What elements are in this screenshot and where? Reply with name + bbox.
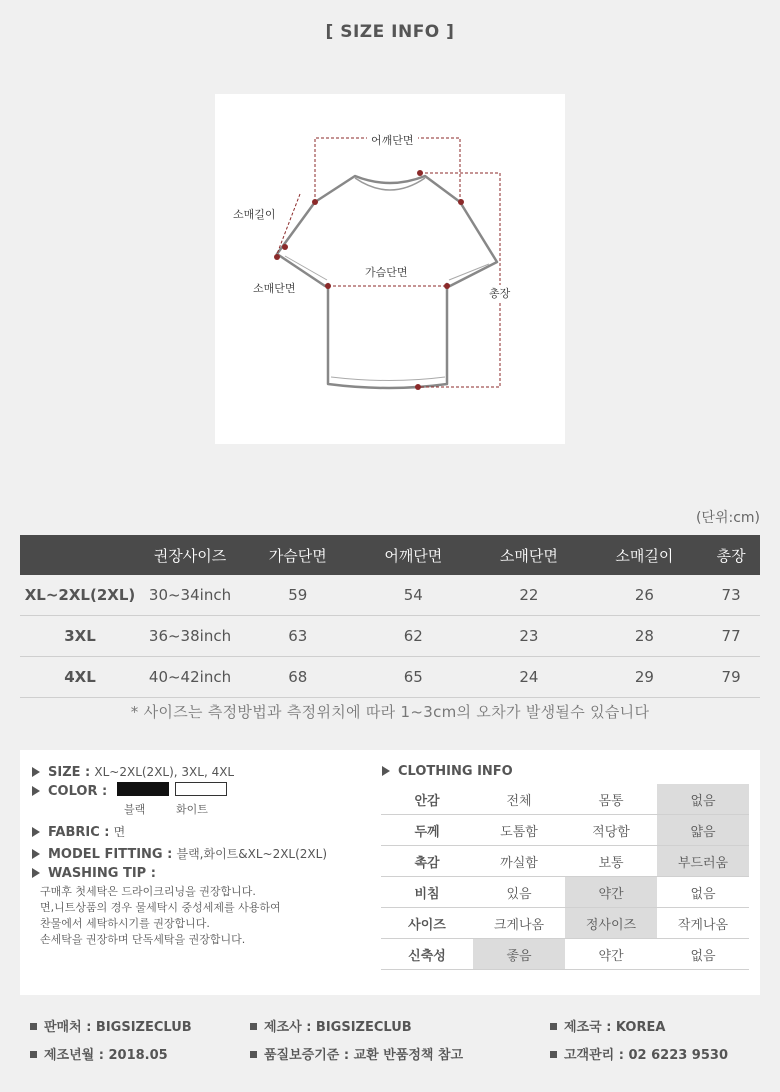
clothing-info-row — [381, 877, 749, 908]
washing-tip-row — [32, 864, 372, 884]
manufacture-date-info: 제조년월 : 2018.05 — [30, 1044, 168, 1063]
table-row — [20, 575, 760, 616]
square-bullet-icon — [30, 1051, 37, 1058]
triangle-bullet-icon — [32, 849, 40, 859]
product-info-panel — [20, 750, 760, 995]
header-cell: 소매단면 — [471, 535, 587, 575]
white-swatch — [175, 782, 227, 796]
clothing-info-option: 얇음 — [657, 815, 749, 846]
size-value: XL~2XL(2XL), 3XL, 4XL — [94, 765, 235, 779]
table-cell: 79 — [702, 657, 760, 698]
clothing-info-option: 적당함 — [565, 815, 657, 846]
washing-tip-line: 면,니트상품의 경우 물세탁시 중성세제를 사용하여 — [40, 901, 281, 914]
header-cell: 권장사이즈 — [140, 535, 240, 575]
clothing-info-option: 보통 — [565, 846, 657, 877]
model-fitting-value: 블랙,화이트&XL~2XL(2XL) — [176, 847, 328, 861]
table-cell: 24 — [471, 657, 587, 698]
model-fitting-label: MODEL FITTING : — [48, 847, 173, 862]
model-fitting-row — [32, 844, 372, 864]
triangle-bullet-icon — [382, 766, 390, 776]
clothing-info-option: 없음 — [657, 939, 749, 970]
clothing-info-option: 작게나옴 — [657, 908, 749, 939]
fabric-row — [32, 822, 372, 842]
customer-service-info: 고객관리 : 02 6223 9530 — [550, 1044, 728, 1063]
triangle-bullet-icon — [32, 868, 40, 878]
clothing-info-option: 있음 — [473, 877, 565, 908]
clothing-info-option: 까실함 — [473, 846, 565, 877]
color-label: COLOR : — [48, 784, 108, 799]
clothing-info-option: 약간 — [565, 939, 657, 970]
country-info: 제조국 : KOREA — [550, 1016, 665, 1035]
washing-tip-line: 손세탁을 권장하며 단독세탁을 권장합니다. — [40, 933, 246, 946]
clothing-info-key: 비침 — [381, 877, 473, 908]
square-bullet-icon — [250, 1023, 257, 1030]
table-cell: 73 — [702, 575, 760, 616]
color-names — [32, 802, 372, 818]
triangle-bullet-icon — [32, 786, 40, 796]
black-swatch — [117, 782, 169, 796]
size-cell: XL~2XL(2XL) — [20, 575, 140, 616]
table-cell: 65 — [356, 657, 472, 698]
triangle-bullet-icon — [32, 767, 40, 777]
clothing-info-key: 촉감 — [381, 846, 473, 877]
square-bullet-icon — [550, 1051, 557, 1058]
triangle-bullet-icon — [32, 827, 40, 837]
table-cell: 77 — [702, 616, 760, 657]
product-details — [32, 762, 372, 948]
clothing-info-option: 몸통 — [565, 784, 657, 815]
clothing-info-row — [381, 908, 749, 939]
washing-tip-label: WASHING TIP : — [48, 866, 156, 881]
square-bullet-icon — [250, 1051, 257, 1058]
header-cell — [20, 535, 140, 575]
clothing-info-option: 정사이즈 — [565, 908, 657, 939]
size-label: SIZE : — [48, 765, 91, 780]
clothing-info-option: 약간 — [565, 877, 657, 908]
table-cell: 62 — [356, 616, 472, 657]
washing-tip-line: 구매후 첫세탁은 드라이크리닝을 권장합니다. — [40, 885, 256, 898]
sleeve-width-label: 소매단면 — [253, 282, 296, 295]
clothing-info-row — [381, 939, 749, 970]
table-cell: 63 — [240, 616, 356, 657]
clothing-info-title: CLOTHING INFO — [382, 762, 513, 782]
size-row — [32, 762, 372, 782]
table-row — [20, 616, 760, 657]
clothing-info-option: 좋음 — [473, 939, 565, 970]
maker-info: 제조사 : BIGSIZECLUB — [250, 1016, 412, 1035]
table-cell: 26 — [587, 575, 703, 616]
header-cell: 어깨단면 — [356, 535, 472, 575]
quality-info: 품질보증기준 : 교환 반품정책 참고 — [250, 1044, 463, 1063]
table-cell: 59 — [240, 575, 356, 616]
shoulder-label: 어깨단면 — [367, 132, 418, 148]
table-cell: 22 — [471, 575, 587, 616]
table-cell: 30~34inch — [140, 575, 240, 616]
clothing-info-key: 신축성 — [381, 939, 473, 970]
clothing-info-key: 안감 — [381, 784, 473, 815]
header-cell: 총장 — [702, 535, 760, 575]
size-cell: 3XL — [20, 616, 140, 657]
total-length-label: 총장 — [489, 287, 511, 300]
clothing-info-option: 없음 — [657, 784, 749, 815]
table-cell: 29 — [587, 657, 703, 698]
color-name-black: 블랙 — [124, 803, 146, 816]
header-cell: 가슴단면 — [240, 535, 356, 575]
header-cell: 소매길이 — [587, 535, 703, 575]
table-cell: 54 — [356, 575, 472, 616]
washing-tip-line: 찬물에서 세탁하시기를 권장합니다. — [40, 917, 210, 930]
color-row — [32, 782, 372, 802]
chest-label: 가슴단면 — [365, 266, 408, 279]
square-bullet-icon — [550, 1023, 557, 1030]
clothing-info-option: 없음 — [657, 877, 749, 908]
sleeve-length-label: 소매길이 — [233, 208, 276, 221]
size-table-header — [20, 535, 760, 575]
clothing-info-option: 전체 — [473, 784, 565, 815]
fabric-value: 면 — [113, 825, 126, 839]
clothing-info-option: 도톰함 — [473, 815, 565, 846]
table-cell: 28 — [587, 616, 703, 657]
size-table — [20, 535, 760, 698]
clothing-info-table — [381, 784, 749, 970]
square-bullet-icon — [30, 1023, 37, 1030]
tshirt-measurement-diagram — [215, 94, 565, 444]
table-cell: 40~42inch — [140, 657, 240, 698]
measurement-note: * 사이즈는 측정방법과 측정위치에 따라 1~3cm의 오차가 발생될수 있습니다 — [130, 703, 650, 721]
clothing-info-key: 두께 — [381, 815, 473, 846]
clothing-info-row — [381, 815, 749, 846]
table-cell: 68 — [240, 657, 356, 698]
unit-label: (단위:cm) — [695, 510, 760, 526]
clothing-info-option: 크게나옴 — [473, 908, 565, 939]
clothing-info-row — [381, 846, 749, 877]
page-title: [ SIZE INFO ] — [325, 22, 455, 42]
seller-info: 판매처 : BIGSIZECLUB — [30, 1016, 192, 1035]
clothing-info-row — [381, 784, 749, 815]
fabric-label: FABRIC : — [48, 825, 110, 840]
clothing-info-option: 부드러움 — [657, 846, 749, 877]
table-row — [20, 657, 760, 698]
table-cell: 36~38inch — [140, 616, 240, 657]
color-name-white: 화이트 — [176, 803, 208, 816]
table-cell: 23 — [471, 616, 587, 657]
size-cell: 4XL — [20, 657, 140, 698]
clothing-info-key: 사이즈 — [381, 908, 473, 939]
